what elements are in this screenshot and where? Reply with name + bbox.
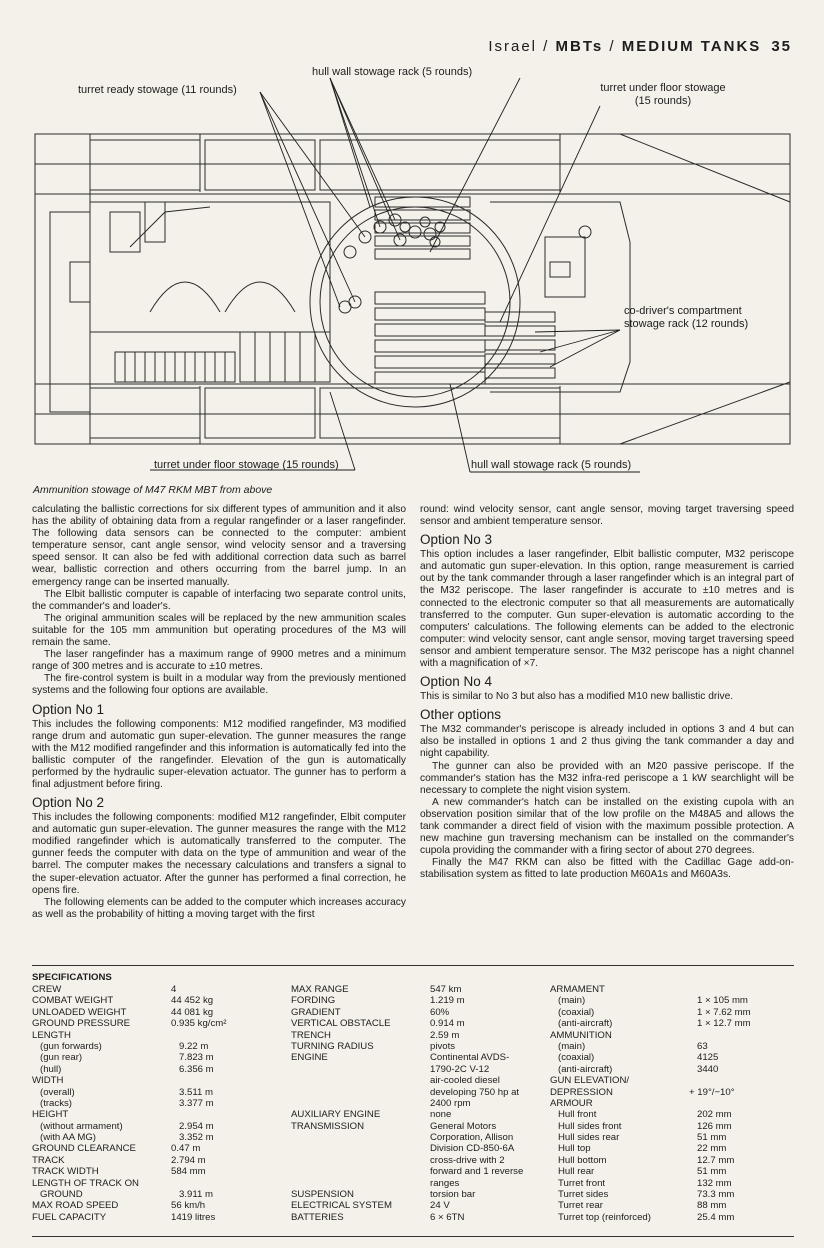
spec-row	[550, 1075, 797, 1086]
spec-row	[291, 1189, 540, 1200]
spec-value: 63	[697, 1040, 708, 1052]
spec-value: Continental AVDS-	[430, 1052, 510, 1064]
spec-key: LENGTH	[32, 1029, 71, 1041]
spec-value: 51 mm	[697, 1132, 727, 1144]
spec-row	[550, 1212, 797, 1223]
spec-key: FUEL CAPACITY	[32, 1211, 107, 1223]
spec-key: GROUND	[40, 1189, 83, 1201]
spec-key	[291, 1087, 430, 1098]
spec-key: ARMOUR	[550, 1097, 593, 1109]
spec-key: Turret front	[558, 1177, 606, 1189]
spec-value: 44 081 kg	[171, 1006, 214, 1018]
spec-row	[550, 1041, 797, 1052]
spec-value: 88 mm	[697, 1200, 727, 1212]
spec-value: 12.7 mm	[697, 1154, 735, 1166]
spec-key: MAX ROAD SPEED	[32, 1200, 119, 1212]
spec-key: (main)	[558, 1040, 586, 1052]
spec-value: 51 mm	[697, 1166, 727, 1178]
label-co-driver-stowage	[624, 305, 748, 331]
paragraph: The original ammunition scales will be replaced by the new ammunition scales suitable for the 105 mm ammunition but operating procedures of the M3 will remain the same.	[32, 612, 406, 649]
spec-key: MAX RANGE	[291, 984, 349, 995]
specs-column-2	[291, 984, 540, 1223]
section-heading: Option No 2	[32, 795, 105, 811]
spec-row	[550, 1121, 797, 1132]
spec-key: WIDTH	[32, 1075, 64, 1087]
label-turret-ready-stowage: turret ready stowage (11 rounds)	[78, 84, 237, 96]
spec-key: (tracks)	[40, 1097, 72, 1109]
spec-row	[550, 1200, 797, 1211]
spec-row	[550, 1143, 797, 1154]
spec-value: 2.794 m	[171, 1154, 206, 1166]
spec-row	[32, 1200, 289, 1211]
paragraph: This includes the following components: modified M12 rangefinder, Elbit computer and automatic gun super-elevation. The gunner measures the range with the M12 modified rangefinder which is automatically transferred to the computer. The gunner feeds the computer with data on the type of ammunition and wear of the barrel. The computer makes the necessary calculations and transfers a signal to the super-elevation actuator. After the gunner has performed a final correction, he opens fire.	[32, 812, 406, 896]
section-heading: Option No 1	[32, 701, 105, 717]
spec-key	[291, 1166, 430, 1177]
spec-value: 25.4 mm	[697, 1211, 735, 1223]
spec-key: AMMUNITION	[550, 1029, 612, 1041]
spec-key: UNLOADED WEIGHT	[32, 1006, 127, 1018]
spec-row	[550, 1018, 797, 1029]
spec-key: TURNING RADIUS	[291, 1040, 374, 1052]
section-heading: Option No 3	[420, 532, 493, 548]
spec-value: 2.954 m	[179, 1120, 214, 1132]
spec-value: air-cooled diesel	[430, 1075, 500, 1087]
ammunition-stowage-diagram	[30, 62, 800, 482]
paragraph: This includes the following components: M12 modified rangefinder, M3 modified range drum and automatic gun super-elevation. The gunner measures the range with the M12 modified rangefinder and this information is automatically fed into the ballistic computer of the rangefinder. Elevation of the gun is automatically performed by the hydraulic super-elevation actuator. The gunner has to perform a final adjustment before firing.	[32, 718, 406, 790]
spec-row	[291, 1098, 540, 1109]
spec-value: 2400 rpm	[430, 1097, 471, 1109]
spec-value	[171, 1075, 281, 1086]
spec-value	[689, 1075, 789, 1086]
spec-key: TRACK WIDTH	[32, 1166, 99, 1178]
spec-row	[550, 1030, 797, 1041]
specs-column-1	[32, 984, 289, 1223]
spec-key: (overall)	[40, 1086, 75, 1098]
spec-key	[291, 1098, 430, 1109]
spec-key: GROUND CLEARANCE	[32, 1143, 136, 1155]
spec-key: Turret top (reinforced)	[558, 1211, 651, 1223]
spec-row	[291, 1052, 540, 1063]
spec-key	[291, 1143, 430, 1154]
specs-column-3	[550, 984, 797, 1223]
spec-key: Turret rear	[558, 1200, 603, 1212]
spec-row	[32, 984, 289, 995]
header-category: MEDIUM TANKS	[621, 38, 762, 55]
paragraph: The Elbit ballistic computer is capable of interfacing two separate control units, the commander's and loader's.	[32, 588, 406, 612]
spec-row	[291, 1121, 540, 1132]
spec-value: 7.823 m	[179, 1052, 214, 1064]
paragraph: The following elements can be added to the computer which increases accuracy as well as the probability of hitting a moving target with the first	[32, 896, 406, 920]
spec-key: TRACK	[32, 1154, 65, 1166]
spec-key: GRADIENT	[291, 1006, 341, 1018]
spec-row	[291, 1087, 540, 1098]
paragraph: This option includes a laser rangefinder, Elbit ballistic computer, M32 periscope and automatic gun super-elevation. In this option, range measurement is carried out by the tank commander through a laser rangefinder which is an integral part of the M32 periscope. The laser rangefinder is accurate to ±10 metres and is connected to the electronic computer so that all measurements are automatically transferred to the computer. Gun super-elevation is automatic according to the computers' calculations. The following elements can be added to the electronic computer: wind velocity sensor, cant angle sensor, moving target traversing speed sensor and ambient temperature sensor. The M32 periscope has a night channel with a magnification of ×7.	[420, 549, 794, 670]
spec-row	[291, 1132, 540, 1143]
spec-value: forward and 1 reverse	[430, 1166, 524, 1178]
spec-value: 6 × 6TN	[430, 1211, 465, 1223]
spec-value: developing 750 hp at	[430, 1086, 520, 1098]
paragraph: calculating the ballistic corrections for six different types of ammunition and it also has the ability of obtaining data from a regular rangefinder or a laser rangefinder. The following data sensors can be connected to the computer: ambient temperature sensor, cant angle sensor, wind velocity sensor and a traversing speed sensor. It can also be fed with additional correction data such as barrel wear, ballistic correction and others occurring from the barrel jump. In an emergency range can be inserted manually.	[32, 504, 406, 588]
paragraph: round: wind velocity sensor, cant angle sensor, moving target traversing speed sensor and ambient temperature sensor.	[420, 504, 794, 528]
label-line: (15 rounds)	[634, 95, 692, 107]
spec-key: (anti-aircraft)	[558, 1018, 613, 1030]
spec-key	[291, 1132, 430, 1143]
spec-row	[550, 1132, 797, 1143]
spec-key: Hull rear	[558, 1166, 595, 1178]
spec-value: 6.356 m	[179, 1063, 214, 1075]
spec-row	[32, 1087, 289, 1098]
spec-row	[550, 984, 797, 995]
figure-caption: Ammunition stowage of M47 RKM MBT from above	[33, 484, 273, 496]
spec-value: 44 452 kg	[171, 995, 214, 1007]
spec-row	[32, 1030, 289, 1041]
label-line: stowage rack (12 rounds)	[624, 318, 749, 330]
spec-value: 1 × 105 mm	[697, 995, 748, 1007]
label-hull-wall-stowage-top: hull wall stowage rack (5 rounds)	[312, 66, 473, 78]
spec-value	[689, 1030, 789, 1041]
spec-value: cross-drive with 2	[430, 1154, 505, 1166]
spec-value: 1790-2C V-12	[430, 1063, 490, 1075]
spec-key: (with AA MG)	[40, 1132, 96, 1144]
spec-row	[32, 1121, 289, 1132]
spec-row	[550, 1098, 797, 1109]
spec-value	[689, 1098, 789, 1109]
spec-row	[291, 1200, 540, 1211]
spec-value: 0.914 m	[430, 1018, 465, 1030]
spec-key: Hull front	[558, 1109, 597, 1121]
spec-row	[550, 1087, 797, 1098]
spec-key: AUXILIARY ENGINE	[291, 1109, 381, 1121]
spec-key: CREW	[32, 984, 62, 995]
spec-key: Hull bottom	[558, 1154, 607, 1166]
spec-value: 56 km/h	[171, 1200, 206, 1212]
spec-row	[32, 1064, 289, 1075]
spec-row	[550, 1109, 797, 1120]
spec-key: BATTERIES	[291, 1211, 344, 1223]
spec-key: Hull top	[558, 1143, 591, 1155]
spec-value: 3440	[697, 1063, 719, 1075]
spec-key: GROUND PRESSURE	[32, 1018, 131, 1030]
spec-row	[32, 1132, 289, 1143]
spec-value: Corporation, Allison	[430, 1132, 514, 1144]
spec-key: (hull)	[40, 1063, 62, 1075]
tank-top-view-drawing	[30, 62, 800, 482]
specifications-table	[32, 972, 794, 1223]
spec-key: ARMAMENT	[550, 984, 605, 995]
spec-row	[291, 1109, 540, 1120]
spec-row	[291, 1041, 540, 1052]
running-header	[488, 38, 792, 55]
spec-value: 4125	[697, 1052, 719, 1064]
spec-row	[550, 995, 797, 1006]
spec-key: DEPRESSION	[550, 1086, 613, 1098]
paragraph: This is similar to No 3 but also has a modified M10 new ballistic drive.	[420, 691, 734, 703]
spec-key	[291, 1155, 430, 1166]
spec-value: 1.219 m	[430, 995, 465, 1007]
spec-row	[291, 984, 540, 995]
spec-row	[291, 1143, 540, 1154]
spec-value: 22 mm	[697, 1143, 727, 1155]
header-separator: /	[537, 38, 556, 55]
paragraph: The fire-control system is built in a modular way from the previously mentioned systems and the following four options are available.	[32, 673, 406, 697]
paragraph: The laser rangefinder has a maximum range of 9900 metres and a minimum range of 300 metres and is accurate to ±10 metres.	[32, 649, 406, 673]
spec-value: 0.935 kg/cm²	[171, 1018, 227, 1030]
spec-value: 73.3 mm	[697, 1189, 735, 1201]
spec-key: (anti-aircraft)	[558, 1063, 613, 1075]
specs-bottom-rule	[32, 1236, 794, 1237]
spec-value: 132 mm	[697, 1177, 732, 1189]
specs-title: SPECIFICATIONS	[32, 972, 112, 983]
spec-row	[32, 1007, 289, 1018]
spec-key: HEIGHT	[32, 1109, 69, 1121]
label-line: turret under floor stowage	[600, 82, 726, 94]
spec-row	[32, 1109, 289, 1120]
spec-row	[291, 1212, 540, 1223]
spec-key: (without armament)	[40, 1120, 123, 1132]
spec-row	[550, 1178, 797, 1189]
spec-value: 3.377 m	[179, 1097, 214, 1109]
spec-value: pivots	[430, 1040, 456, 1052]
spec-value: 24 V	[430, 1200, 450, 1212]
spec-key: ENGINE	[291, 1052, 328, 1064]
label-hull-wall-stowage-bottom: hull wall stowage rack (5 rounds)	[471, 459, 632, 471]
spec-value: 4	[171, 984, 177, 995]
spec-row	[291, 1007, 540, 1018]
spec-row	[291, 1030, 540, 1041]
label-turret-under-floor-bottom: turret under floor stowage (15 rounds)	[154, 459, 339, 471]
spec-row	[32, 995, 289, 1006]
spec-row	[32, 1189, 289, 1200]
section-heading: Other options	[420, 707, 502, 723]
right-text-column	[420, 504, 794, 881]
spec-key: ELECTRICAL SYSTEM	[291, 1200, 392, 1212]
spec-row	[32, 1155, 289, 1166]
spec-row	[291, 1075, 540, 1086]
spec-key: (coaxial)	[558, 1052, 595, 1064]
section-heading: Option No 4	[420, 674, 493, 690]
spec-row	[550, 1155, 797, 1166]
spec-key	[291, 1178, 430, 1189]
spec-key: VERTICAL OBSTACLE	[291, 1018, 391, 1030]
header-country: Israel	[488, 38, 537, 55]
spec-row	[291, 1064, 540, 1075]
spec-row	[32, 1166, 289, 1177]
spec-value	[171, 1178, 281, 1189]
spec-row	[550, 1189, 797, 1200]
specs-top-rule	[32, 965, 794, 966]
spec-key: COMBAT WEIGHT	[32, 995, 114, 1007]
spec-value: 3.511 m	[179, 1086, 213, 1098]
spec-row	[32, 1052, 289, 1063]
spec-value	[689, 984, 789, 995]
spec-key: FORDING	[291, 995, 336, 1007]
spec-row	[291, 1018, 540, 1029]
spec-row	[291, 1166, 540, 1177]
spec-value: 126 mm	[697, 1120, 732, 1132]
spec-key: Hull sides rear	[558, 1132, 620, 1144]
spec-value: torsion bar	[430, 1189, 476, 1201]
spec-value	[171, 1030, 281, 1041]
spec-key: GUN ELEVATION/	[550, 1075, 630, 1087]
spec-key: TRENCH	[291, 1029, 331, 1041]
spec-key: Hull sides front	[558, 1120, 622, 1132]
spec-row	[291, 1178, 540, 1189]
spec-value: ranges	[430, 1177, 460, 1189]
spec-value: none	[430, 1109, 452, 1121]
spec-value: Division CD-850-6A	[430, 1143, 515, 1155]
spec-value: 0.47 m	[171, 1143, 201, 1155]
spec-value: 60%	[430, 1006, 450, 1018]
left-text-column	[32, 504, 406, 921]
spec-row	[291, 995, 540, 1006]
spec-row	[32, 1098, 289, 1109]
page-number: 35	[771, 38, 792, 55]
spec-row	[32, 1178, 289, 1189]
paragraph: The M32 commander's periscope is already included in options 3 and 4 but can also be installed in options 1 and 2 thus giving the tank commander a day and night capability.	[420, 724, 794, 760]
spec-key	[291, 1064, 430, 1075]
spec-row	[550, 1166, 797, 1177]
spec-value: 584 mm	[171, 1166, 206, 1178]
header-section: MBTs	[555, 38, 604, 55]
spec-row	[291, 1155, 540, 1166]
spec-value	[171, 1109, 281, 1120]
spec-key: (main)	[558, 995, 586, 1007]
spec-value: 1 × 7.62 mm	[697, 1006, 751, 1018]
spec-value: 9.22 m	[179, 1040, 209, 1052]
spec-key: Turret sides	[558, 1189, 609, 1201]
spec-key: (gun forwards)	[40, 1040, 102, 1052]
spec-row	[32, 1041, 289, 1052]
spec-key: LENGTH OF TRACK ON	[32, 1177, 139, 1189]
spec-row	[32, 1075, 289, 1086]
paragraph: A new commander's hatch can be installed on the existing cupola with an observation position similar that of the low profile on the M48A5 and allows the tank commander a direct field of vision with the maximum possible protection. A new machine gun traversing mechanism can be installed on the commander's cupola providing the commander with a firing sector of about 270 degrees.	[420, 796, 794, 857]
spec-row	[32, 1018, 289, 1029]
label-turret-under-floor-top	[578, 82, 748, 108]
spec-value: 202 mm	[697, 1109, 732, 1121]
spec-key: (coaxial)	[558, 1006, 595, 1018]
spec-value: 1 × 12.7 mm	[697, 1018, 751, 1030]
spec-value: 547 km	[430, 984, 462, 995]
spec-row	[32, 1143, 289, 1154]
spec-value: General Motors	[430, 1120, 497, 1132]
spec-value: 1419 litres	[171, 1211, 216, 1223]
spec-key: (gun rear)	[40, 1052, 83, 1064]
spec-value: 3.352 m	[179, 1132, 214, 1144]
spec-row	[550, 1052, 797, 1063]
spec-value: 2.59 m	[430, 1029, 460, 1041]
spec-key	[291, 1075, 430, 1086]
spec-row	[550, 1007, 797, 1018]
paragraph: Finally the M47 RKM can also be fitted with the Cadillac Gage add-on-stabilisation system as fitted to late production M60A1s and M60A3s.	[420, 857, 794, 881]
spec-key: TRANSMISSION	[291, 1120, 365, 1132]
spec-key: SUSPENSION	[291, 1189, 354, 1201]
spec-value: 3.911 m	[179, 1189, 213, 1201]
spec-value: + 19°/−10°	[689, 1086, 735, 1098]
spec-row	[550, 1064, 797, 1075]
paragraph: The gunner can also be provided with an M20 passive periscope. If the commander's station has the M32 infra-red periscope a 1 kW searchlight will be necessary to complete the night vision system.	[420, 760, 794, 796]
spec-row	[32, 1212, 289, 1223]
label-line: co-driver's compartment	[624, 305, 742, 317]
header-separator: /	[603, 38, 622, 55]
